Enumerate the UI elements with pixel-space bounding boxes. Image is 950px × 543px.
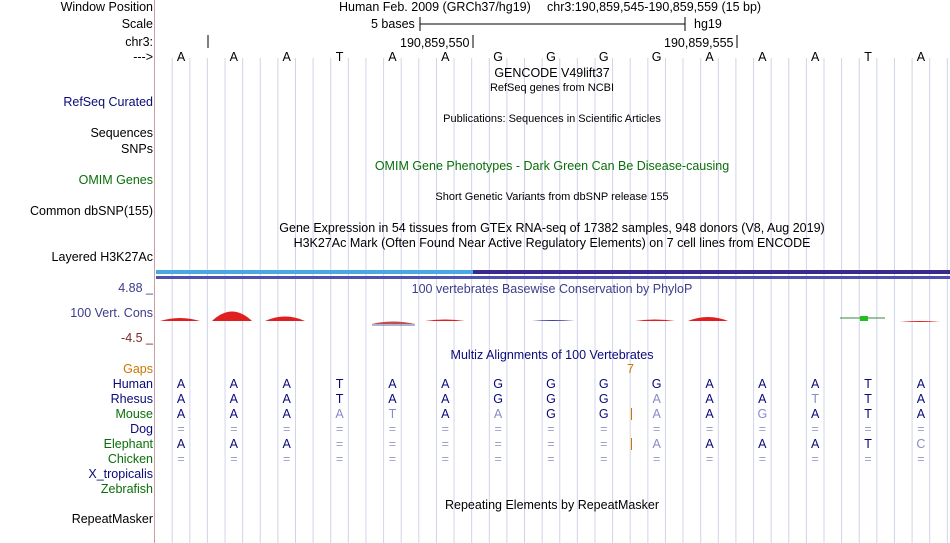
alignment-base: A [441,407,450,421]
alignment-base: G [598,407,609,421]
conservation-wiggle [0,300,950,330]
alignment-base: A [176,377,186,391]
alignment-base: G [493,377,503,391]
alignment-base: A [229,407,239,421]
gencode-title[interactable]: GENCODE V49lift37 [494,66,610,80]
alignment-base: A [811,437,820,451]
alignment-base: A [916,377,926,391]
alignment-base: A [758,377,767,391]
label-rhesus[interactable]: Rhesus [110,392,153,406]
alignment-base: A [652,407,661,421]
reference-base: A [705,50,714,64]
alignment-base: = [917,452,925,466]
cons-peak [900,321,940,322]
alignment-base: A [811,407,820,421]
alignment-base: = [494,452,502,466]
alignment-base: A [916,407,926,421]
label-cons[interactable]: 100 Vert. Cons [70,306,153,320]
alignment-base: = [811,422,819,436]
alignment-base: A [282,377,291,391]
ruler-scale-text: 5 bases [371,17,415,31]
label-elephant[interactable]: Elephant [103,437,153,451]
cons-peak [265,317,305,322]
cons-ymax-label: 4.88 _ [118,281,153,295]
alignment-base: G [651,377,662,391]
ruler-position: chr3:190,859,545-190,859,559 (15 bp) [547,0,762,14]
alignment-base: = [652,422,661,436]
alignment-base: = [230,452,238,466]
cons-title[interactable]: 100 vertebrates Basewise Conservation by PhyloP [411,282,693,296]
gtex-title[interactable]: Gene Expression in 54 tissues from GTEx RNA-seq of 17382 samples, 948 donors (V8, Aug 2019) [279,221,825,235]
alignment-base: A [229,437,239,451]
label-x-tropicalis[interactable]: X_tropicalis [88,467,153,481]
alignment-base: C [916,437,926,451]
reference-base: A [388,50,397,64]
reference-base: G [598,50,609,64]
reference-base: A [916,50,926,64]
reference-base: A [811,50,820,64]
alignment-base: G [598,377,609,391]
label-gaps[interactable]: Gaps [123,362,153,376]
alignment-base: A [652,392,661,406]
reference-base: A [758,50,767,64]
alignment-base: A [758,437,767,451]
reference-base: A [441,50,450,64]
ruler-coord-right: 190,859,555 [664,36,734,50]
alignment-base: A [388,377,397,391]
alignment-base: = [547,437,555,451]
ruler-db: hg19 [694,17,722,31]
alignment-base: T [335,377,344,391]
refseq-title[interactable]: RefSeq genes from NCBI [489,82,615,94]
alignment-base: G [546,407,556,421]
alignment-base: T [388,407,397,421]
repeatmasker-title[interactable]: Repeating Elements by RepeatMasker [444,498,660,512]
alignment-base: = [494,437,502,451]
cons-peak [688,317,728,321]
alignment-base: T [864,377,872,391]
reference-base: T [335,50,344,64]
alignment-base: = [600,437,608,451]
alignment-base: = [600,422,608,436]
label-human[interactable]: Human [112,377,153,391]
label-h3k27ac[interactable]: Layered H3K27Ac [51,250,153,264]
alignment-base: = [705,422,714,436]
insertion-marker [631,408,632,420]
label-dbsnp[interactable]: Common dbSNP(155) [30,204,153,218]
label-divider [154,0,155,543]
alignment-base: = [388,452,397,466]
label-scale[interactable]: Scale [121,17,153,31]
label-refseq[interactable]: RefSeq Curated [63,95,153,109]
alignment-base: A [441,392,450,406]
alignment-base: = [177,422,185,436]
alignment-base: = [600,452,608,466]
alignment-base: T [864,407,872,421]
alignment-base: A [705,392,714,406]
alignment-base: = [441,452,449,466]
label-chicken[interactable]: Chicken [107,452,153,466]
alignment-base: = [652,452,661,466]
label-sequences[interactable]: Sequences [90,126,153,140]
h3k27ac-title[interactable]: H3K27Ac Mark (Often Found Near Active Regulatory Elements) on 7 cell lines from ENCODE [293,236,811,250]
cons-peak [635,320,675,322]
alignment-base: = [705,452,714,466]
alignment-base: A [282,437,291,451]
ruler-coord-left: 190,859,550 [400,36,470,50]
alignment-base: = [917,422,925,436]
alignment-base: = [547,452,555,466]
alignment-base: A [282,407,291,421]
alignment-base: = [494,422,502,436]
alignment-base: G [757,407,768,421]
alignment-base: = [441,437,449,451]
alignment-base: A [441,377,450,391]
cons-ymin-label: -4.5 _ [121,331,153,345]
ruler-assembly: Human Feb. 2009 (GRCh37/hg19) [339,0,531,14]
alignment-base: = [335,452,344,466]
alignment-base: A [652,437,661,451]
alignment-base: A [388,392,397,406]
alignment-base: A [758,392,767,406]
alignment-base: = [283,422,291,436]
alignment-base: = [335,437,344,451]
alignment-base: A [811,377,820,391]
alignment-base: = [547,422,555,436]
alignment-base: A [705,377,714,391]
label-omim-genes[interactable]: OMIM Genes [78,173,153,187]
label-zebrafish[interactable]: Zebrafish [100,482,153,496]
alignment-base: A [493,407,503,421]
alignment-base: = [177,452,185,466]
alignment-base: = [811,452,819,466]
label-repeatmasker[interactable]: RepeatMasker [71,512,153,526]
alignment-base: = [864,452,872,466]
alignment-base: = [388,437,397,451]
cons-dip [532,320,575,321]
dbsnp-title[interactable]: Short Genetic Variants from dbSNP release 155 [435,191,669,203]
alignment-base: A [176,392,186,406]
label-strand-arrow[interactable]: ---> [133,50,153,64]
alignment-base: A [705,407,714,421]
alignment-base: A [176,407,186,421]
cons-peak-green [860,316,868,321]
reference-base: A [176,50,186,64]
reference-base: G [651,50,662,64]
alignment-base: A [229,392,239,406]
reference-base: G [546,50,556,64]
ruler-lines [0,0,950,60]
alignment-base: G [546,377,556,391]
insertion-marker [631,438,632,450]
omim-pheno-title[interactable]: OMIM Gene Phenotypes - Dark Green Can Be Disease-causing [374,159,730,173]
multiz-title[interactable]: Multiz Alignments of 100 Vertebrates [450,348,654,362]
label-snps[interactable]: SNPs [121,142,153,156]
alignment-base: T [335,392,344,406]
alignment-base: = [758,422,766,436]
reference-base: A [282,50,291,64]
alignment-base: G [546,392,556,406]
alignment-base: A [176,437,186,451]
cons-peak [372,322,415,325]
label-window-position[interactable]: Window Position [60,0,153,14]
label-chrom[interactable]: chr3: [125,35,153,49]
alignment-base: T [864,392,872,406]
alignment-base: = [864,422,872,436]
gap-count: 7 [627,362,634,376]
alignment-base: = [441,422,449,436]
alignment-base: A [705,437,714,451]
alignment-base: = [283,452,291,466]
alignment-base: G [598,392,609,406]
reference-base: A [229,50,239,64]
alignment-base: = [230,422,238,436]
h3k27ac-signal-bar-blue [156,270,473,274]
publications-title[interactable]: Publications: Sequences in Scientific Articles [443,113,661,125]
alignment-base: T [864,437,872,451]
alignment-base: T [811,392,819,406]
reference-base: T [864,50,872,64]
cons-peak [212,312,252,322]
alignment-base: = [388,422,397,436]
label-mouse[interactable]: Mouse [115,407,153,421]
reference-base: G [493,50,503,64]
alignment-base: G [493,392,503,406]
alignment-base: A [335,407,344,421]
h3k27ac-signal-bar-lower [156,276,950,279]
alignment-base: = [758,452,766,466]
cons-peak [425,320,465,322]
label-dog[interactable]: Dog [130,422,153,436]
alignment-base: A [916,392,926,406]
alignment-base: = [335,422,344,436]
alignment-base: A [229,377,239,391]
alignment-base: A [282,392,291,406]
cons-peak [160,318,200,321]
